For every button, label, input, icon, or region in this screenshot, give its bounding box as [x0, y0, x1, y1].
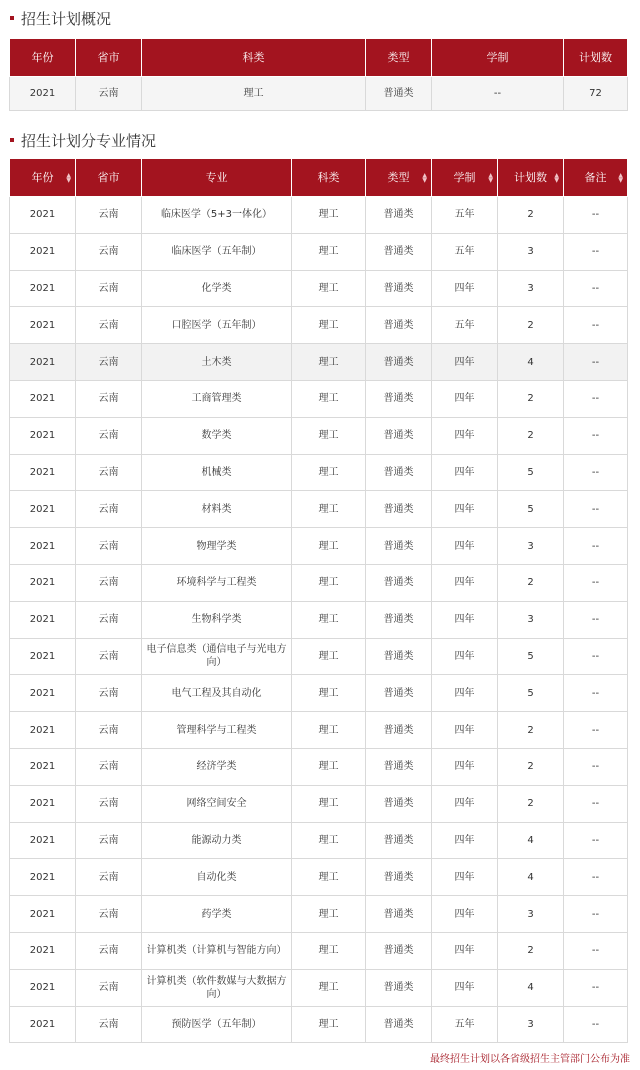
cell-province: 云南	[76, 748, 142, 785]
cell-major: 网络空间安全	[142, 785, 292, 822]
cell-major: 管理科学与工程类	[142, 712, 292, 749]
cell-type: 普通类	[366, 454, 432, 491]
cell-category: 理工	[292, 638, 366, 675]
cell-remarks: --	[564, 564, 628, 601]
table-row	[10, 748, 628, 785]
cell-remarks: --	[564, 859, 628, 896]
cell-category: 理工	[292, 564, 366, 601]
overview-header-province: 省市	[76, 39, 142, 77]
cell-province: 云南	[76, 307, 142, 344]
cell-province: 云南	[76, 344, 142, 381]
cell-duration: 五年	[432, 233, 498, 270]
cell-type: 普通类	[366, 564, 432, 601]
cell-plan-count: 3	[498, 1006, 564, 1043]
cell-major: 预防医学（五年制）	[142, 1006, 292, 1043]
cell-type: 普通类	[366, 528, 432, 565]
cell-plan-count: 2	[498, 197, 564, 234]
footnote: 最终招生计划以各省级招生主管部门公布为准	[430, 1054, 630, 1065]
cell-major: 自动化类	[142, 859, 292, 896]
majors-section-title	[8, 128, 156, 152]
cell-category: 理工	[292, 748, 366, 785]
cell-plan-count: 2	[498, 785, 564, 822]
overview-cell-plan-count: 72	[564, 77, 628, 111]
cell-plan-count: 2	[498, 712, 564, 749]
cell-plan-count: 5	[498, 491, 564, 528]
majors-table-body	[10, 197, 628, 1043]
cell-major: 环境科学与工程类	[142, 564, 292, 601]
cell-duration: 四年	[432, 896, 498, 933]
table-row	[10, 564, 628, 601]
table-row	[10, 785, 628, 822]
cell-type: 普通类	[366, 712, 432, 749]
cell-province: 云南	[76, 822, 142, 859]
cell-remarks: --	[564, 344, 628, 381]
cell-year: 2021	[10, 601, 76, 638]
overview-header-category: 科类	[142, 39, 366, 77]
cell-category: 理工	[292, 932, 366, 969]
cell-province: 云南	[76, 896, 142, 933]
cell-plan-count: 2	[498, 307, 564, 344]
table-row	[10, 969, 628, 1006]
cell-category: 理工	[292, 233, 366, 270]
cell-duration: 五年	[432, 1006, 498, 1043]
cell-year: 2021	[10, 233, 76, 270]
cell-category: 理工	[292, 454, 366, 491]
majors-header-remarks-label: 备注	[584, 171, 607, 184]
cell-major: 经济学类	[142, 748, 292, 785]
cell-major: 机械类	[142, 454, 292, 491]
majors-title-text: 招生计划分专业情况	[21, 131, 157, 150]
cell-plan-count: 5	[498, 454, 564, 491]
sort-arrows-icon[interactable]	[554, 173, 559, 183]
majors-header-type[interactable]	[366, 159, 432, 197]
overview-cell-year: 2021	[10, 77, 76, 111]
cell-year: 2021	[10, 270, 76, 307]
table-row	[10, 344, 628, 381]
cell-remarks: --	[564, 307, 628, 344]
table-row	[10, 638, 628, 675]
title-marker	[10, 138, 14, 142]
overview-cell-type: 普通类	[366, 77, 432, 111]
sort-up-icon: ▲	[422, 171, 427, 179]
sort-down-icon: ▼	[554, 176, 559, 184]
cell-type: 普通类	[366, 969, 432, 1006]
cell-duration: 四年	[432, 932, 498, 969]
cell-duration: 四年	[432, 712, 498, 749]
cell-year: 2021	[10, 748, 76, 785]
cell-major: 能源动力类	[142, 822, 292, 859]
cell-plan-count: 2	[498, 417, 564, 454]
cell-category: 理工	[292, 896, 366, 933]
cell-duration: 四年	[432, 638, 498, 675]
table-row	[10, 307, 628, 344]
cell-category: 理工	[292, 1006, 366, 1043]
cell-duration: 四年	[432, 454, 498, 491]
cell-duration: 四年	[432, 417, 498, 454]
cell-year: 2021	[10, 307, 76, 344]
cell-type: 普通类	[366, 748, 432, 785]
overview-table	[9, 38, 628, 111]
table-row	[10, 528, 628, 565]
table-row	[10, 601, 628, 638]
overview-title-text: 招生计划概况	[21, 9, 112, 28]
cell-major: 计算机类（计算机与智能方向）	[142, 932, 292, 969]
cell-major: 电气工程及其自动化	[142, 675, 292, 712]
table-row	[10, 270, 628, 307]
sort-arrows-icon[interactable]	[66, 173, 71, 183]
cell-year: 2021	[10, 785, 76, 822]
cell-province: 云南	[76, 417, 142, 454]
cell-type: 普通类	[366, 932, 432, 969]
overview-section-title	[8, 6, 111, 30]
title-marker	[10, 16, 14, 20]
cell-remarks: --	[564, 638, 628, 675]
cell-province: 云南	[76, 197, 142, 234]
cell-duration: 五年	[432, 197, 498, 234]
cell-type: 普通类	[366, 859, 432, 896]
cell-year: 2021	[10, 491, 76, 528]
majors-header-year[interactable]	[10, 159, 76, 197]
cell-duration: 四年	[432, 969, 498, 1006]
cell-year: 2021	[10, 417, 76, 454]
overview-header-year: 年份	[10, 39, 76, 77]
table-row	[10, 712, 628, 749]
cell-remarks: --	[564, 197, 628, 234]
cell-major: 电子信息类（通信电子与光电方向）	[142, 638, 292, 675]
table-row	[10, 932, 628, 969]
cell-year: 2021	[10, 932, 76, 969]
cell-remarks: --	[564, 601, 628, 638]
cell-remarks: --	[564, 454, 628, 491]
cell-category: 理工	[292, 785, 366, 822]
table-row	[10, 675, 628, 712]
cell-plan-count: 3	[498, 896, 564, 933]
cell-remarks: --	[564, 380, 628, 417]
cell-duration: 四年	[432, 822, 498, 859]
cell-plan-count: 3	[498, 528, 564, 565]
cell-plan-count: 5	[498, 638, 564, 675]
cell-category: 理工	[292, 344, 366, 381]
sort-up-icon: ▲	[66, 171, 71, 179]
majors-header-duration[interactable]	[432, 159, 498, 197]
sort-up-icon: ▲	[554, 171, 559, 179]
cell-category: 理工	[292, 822, 366, 859]
cell-duration: 四年	[432, 601, 498, 638]
cell-year: 2021	[10, 638, 76, 675]
cell-plan-count: 4	[498, 969, 564, 1006]
cell-province: 云南	[76, 454, 142, 491]
cell-major: 土木类	[142, 344, 292, 381]
sort-up-icon: ▲	[618, 171, 623, 179]
cell-duration: 四年	[432, 270, 498, 307]
cell-type: 普通类	[366, 601, 432, 638]
cell-category: 理工	[292, 712, 366, 749]
cell-duration: 四年	[432, 380, 498, 417]
cell-province: 云南	[76, 638, 142, 675]
cell-major: 临床医学（5+3一体化）	[142, 197, 292, 234]
cell-duration: 四年	[432, 344, 498, 381]
cell-type: 普通类	[366, 491, 432, 528]
cell-category: 理工	[292, 601, 366, 638]
sort-up-icon: ▲	[488, 171, 493, 179]
table-row	[10, 491, 628, 528]
overview-row	[10, 77, 628, 111]
cell-type: 普通类	[366, 785, 432, 822]
sort-arrows-icon[interactable]	[618, 173, 623, 183]
cell-major: 化学类	[142, 270, 292, 307]
majors-header-category: 科类	[292, 159, 366, 197]
cell-category: 理工	[292, 969, 366, 1006]
cell-year: 2021	[10, 380, 76, 417]
cell-remarks: --	[564, 712, 628, 749]
cell-duration: 四年	[432, 785, 498, 822]
cell-plan-count: 2	[498, 932, 564, 969]
cell-duration: 四年	[432, 859, 498, 896]
table-row	[10, 822, 628, 859]
cell-category: 理工	[292, 675, 366, 712]
majors-header-year-label: 年份	[31, 171, 54, 184]
cell-province: 云南	[76, 491, 142, 528]
cell-major: 工商管理类	[142, 380, 292, 417]
cell-plan-count: 3	[498, 601, 564, 638]
majors-header-duration-label: 学制	[453, 171, 476, 184]
cell-province: 云南	[76, 932, 142, 969]
cell-year: 2021	[10, 969, 76, 1006]
table-row	[10, 380, 628, 417]
majors-header-remarks[interactable]	[564, 159, 628, 197]
cell-category: 理工	[292, 528, 366, 565]
cell-plan-count: 4	[498, 822, 564, 859]
cell-category: 理工	[292, 380, 366, 417]
cell-category: 理工	[292, 270, 366, 307]
cell-province: 云南	[76, 564, 142, 601]
cell-remarks: --	[564, 675, 628, 712]
cell-year: 2021	[10, 197, 76, 234]
cell-province: 云南	[76, 712, 142, 749]
cell-remarks: --	[564, 417, 628, 454]
cell-major: 口腔医学（五年制）	[142, 307, 292, 344]
cell-remarks: --	[564, 748, 628, 785]
cell-remarks: --	[564, 896, 628, 933]
cell-year: 2021	[10, 1006, 76, 1043]
cell-duration: 四年	[432, 491, 498, 528]
cell-type: 普通类	[366, 1006, 432, 1043]
cell-type: 普通类	[366, 380, 432, 417]
cell-remarks: --	[564, 270, 628, 307]
cell-type: 普通类	[366, 675, 432, 712]
cell-major: 生物科学类	[142, 601, 292, 638]
majors-header-province: 省市	[76, 159, 142, 197]
cell-remarks: --	[564, 1006, 628, 1043]
cell-type: 普通类	[366, 344, 432, 381]
cell-duration: 四年	[432, 528, 498, 565]
majors-header-major: 专业	[142, 159, 292, 197]
cell-category: 理工	[292, 417, 366, 454]
cell-year: 2021	[10, 712, 76, 749]
cell-year: 2021	[10, 822, 76, 859]
cell-remarks: --	[564, 528, 628, 565]
table-row	[10, 454, 628, 491]
overview-header-type: 类型	[366, 39, 432, 77]
cell-type: 普通类	[366, 233, 432, 270]
cell-type: 普通类	[366, 896, 432, 933]
overview-header-row	[10, 39, 628, 77]
cell-year: 2021	[10, 344, 76, 381]
majors-header-type-label: 类型	[387, 171, 410, 184]
cell-remarks: --	[564, 969, 628, 1006]
cell-major: 物理学类	[142, 528, 292, 565]
table-row	[10, 417, 628, 454]
overview-cell-province: 云南	[76, 77, 142, 111]
cell-year: 2021	[10, 675, 76, 712]
cell-province: 云南	[76, 380, 142, 417]
cell-type: 普通类	[366, 270, 432, 307]
cell-year: 2021	[10, 896, 76, 933]
cell-province: 云南	[76, 601, 142, 638]
cell-remarks: --	[564, 932, 628, 969]
cell-remarks: --	[564, 822, 628, 859]
cell-major: 临床医学（五年制）	[142, 233, 292, 270]
cell-province: 云南	[76, 969, 142, 1006]
cell-remarks: --	[564, 233, 628, 270]
cell-province: 云南	[76, 270, 142, 307]
cell-plan-count: 3	[498, 270, 564, 307]
overview-cell-duration: --	[432, 77, 564, 111]
cell-plan-count: 4	[498, 859, 564, 896]
majors-header-plan-count-label: 计划数	[514, 171, 547, 184]
cell-plan-count: 2	[498, 380, 564, 417]
cell-plan-count: 2	[498, 748, 564, 785]
cell-duration: 四年	[432, 748, 498, 785]
cell-province: 云南	[76, 675, 142, 712]
cell-major: 药学类	[142, 896, 292, 933]
sort-down-icon: ▼	[66, 176, 71, 184]
cell-category: 理工	[292, 491, 366, 528]
cell-type: 普通类	[366, 638, 432, 675]
table-row	[10, 1006, 628, 1043]
sort-down-icon: ▼	[488, 176, 493, 184]
majors-header-row	[10, 159, 628, 197]
sort-arrows-icon[interactable]	[422, 173, 427, 183]
cell-year: 2021	[10, 564, 76, 601]
overview-cell-category: 理工	[142, 77, 366, 111]
cell-year: 2021	[10, 528, 76, 565]
cell-plan-count: 4	[498, 344, 564, 381]
cell-major: 计算机类（软件数媒与大数据方向）	[142, 969, 292, 1006]
cell-type: 普通类	[366, 417, 432, 454]
cell-plan-count: 3	[498, 233, 564, 270]
cell-duration: 四年	[432, 564, 498, 601]
cell-province: 云南	[76, 785, 142, 822]
table-row	[10, 233, 628, 270]
cell-category: 理工	[292, 197, 366, 234]
overview-header-duration: 学制	[432, 39, 564, 77]
cell-province: 云南	[76, 859, 142, 896]
sort-arrows-icon[interactable]	[488, 173, 493, 183]
cell-type: 普通类	[366, 197, 432, 234]
overview-header-plan-count: 计划数	[564, 39, 628, 77]
cell-province: 云南	[76, 233, 142, 270]
majors-table	[9, 158, 628, 1043]
cell-province: 云南	[76, 528, 142, 565]
cell-duration: 四年	[432, 675, 498, 712]
majors-header-plan-count[interactable]	[498, 159, 564, 197]
table-row	[10, 197, 628, 234]
cell-remarks: --	[564, 785, 628, 822]
cell-type: 普通类	[366, 822, 432, 859]
sort-down-icon: ▼	[422, 176, 427, 184]
cell-duration: 五年	[432, 307, 498, 344]
cell-province: 云南	[76, 1006, 142, 1043]
cell-category: 理工	[292, 307, 366, 344]
cell-major: 数学类	[142, 417, 292, 454]
cell-remarks: --	[564, 491, 628, 528]
cell-plan-count: 2	[498, 564, 564, 601]
cell-major: 材料类	[142, 491, 292, 528]
sort-down-icon: ▼	[618, 176, 623, 184]
table-row	[10, 896, 628, 933]
table-row	[10, 859, 628, 896]
cell-year: 2021	[10, 454, 76, 491]
cell-type: 普通类	[366, 307, 432, 344]
cell-year: 2021	[10, 859, 76, 896]
cell-plan-count: 5	[498, 675, 564, 712]
cell-category: 理工	[292, 859, 366, 896]
